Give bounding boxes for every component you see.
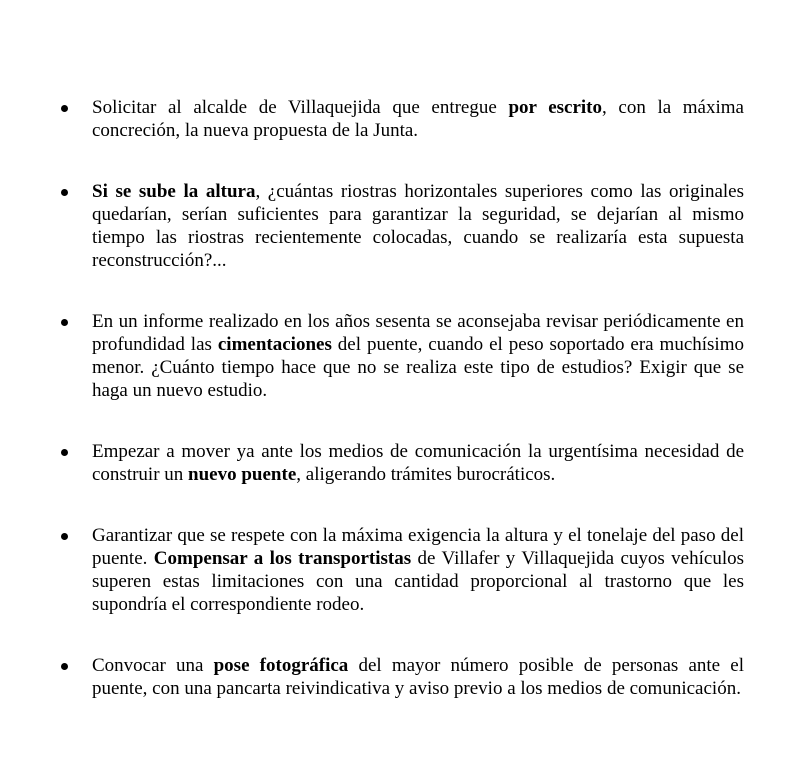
list-item xyxy=(0,96,800,142)
list-item xyxy=(0,180,800,272)
bullet-icon xyxy=(61,663,68,670)
bullet-icon xyxy=(61,189,68,196)
text-run: de Villafer y Villaquejida cuyos vehículos superen estas limitaciones con una cantidad proporcional al trastorno que les supondría el correspondiente rodeo. xyxy=(92,548,745,615)
text-run: , aligerando trámites burocráticos. xyxy=(296,464,556,485)
list-item xyxy=(0,654,800,700)
bullet-icon xyxy=(61,533,68,540)
list-item-text xyxy=(92,524,744,616)
text-run: Garantizar que se respete con la máxima exigencia la altura y el tonelaje del paso del puente. xyxy=(92,525,744,569)
bullet-icon xyxy=(61,449,68,456)
bold-text-run: Si se sube la altura xyxy=(92,181,256,202)
bullet-list xyxy=(0,96,800,738)
text-run: , con la máxima concreción, la nueva propuesta de la Junta. xyxy=(92,97,744,141)
bold-text-run: pose fotográfica xyxy=(213,655,349,676)
bold-text-run: Compensar a los transportistas xyxy=(153,548,412,569)
list-item-text xyxy=(92,654,744,700)
text-run: Empezar a mover ya ante los medios de comunicación la urgentísima necesidad de construir un xyxy=(92,441,744,485)
list-item-text xyxy=(92,310,744,402)
list-item xyxy=(0,524,800,616)
text-run: Convocar una xyxy=(92,655,214,676)
text-run: , ¿cuántas riostras horizontales superiores como las originales quedarían, serían suficientes para garantizar la seguridad, se dejarían al mismo tiempo las riostras recientemente colocadas, cuando se realizaría esta supuesta reconstrucción?... xyxy=(92,181,744,271)
text-run: En un informe realizado en los años sesenta se aconsejaba revisar periódicamente en profundidad las xyxy=(92,311,744,355)
text-run: Solicitar al alcalde de Villaquejida que entregue xyxy=(92,97,509,118)
bold-text-run: cimentaciones xyxy=(217,334,332,355)
list-item-text xyxy=(92,96,744,142)
list-item xyxy=(0,310,800,402)
text-run: del mayor número posible de personas ante el puente, con una pancarta reivindicativa y aviso previo a los medios de comunicación. xyxy=(92,655,744,699)
bullet-icon xyxy=(61,105,68,112)
bold-text-run: nuevo puente xyxy=(188,464,297,485)
list-item xyxy=(0,440,800,486)
text-run: del puente, cuando el peso soportado era muchísimo menor. ¿Cuánto tiempo hace que no se realiza este tipo de estudios? Exigir que se haga un nuevo estudio. xyxy=(92,334,744,401)
list-item-text xyxy=(92,180,744,272)
list-item-text xyxy=(92,440,744,486)
bullet-icon xyxy=(61,319,68,326)
bold-text-run: por escrito xyxy=(508,97,603,118)
